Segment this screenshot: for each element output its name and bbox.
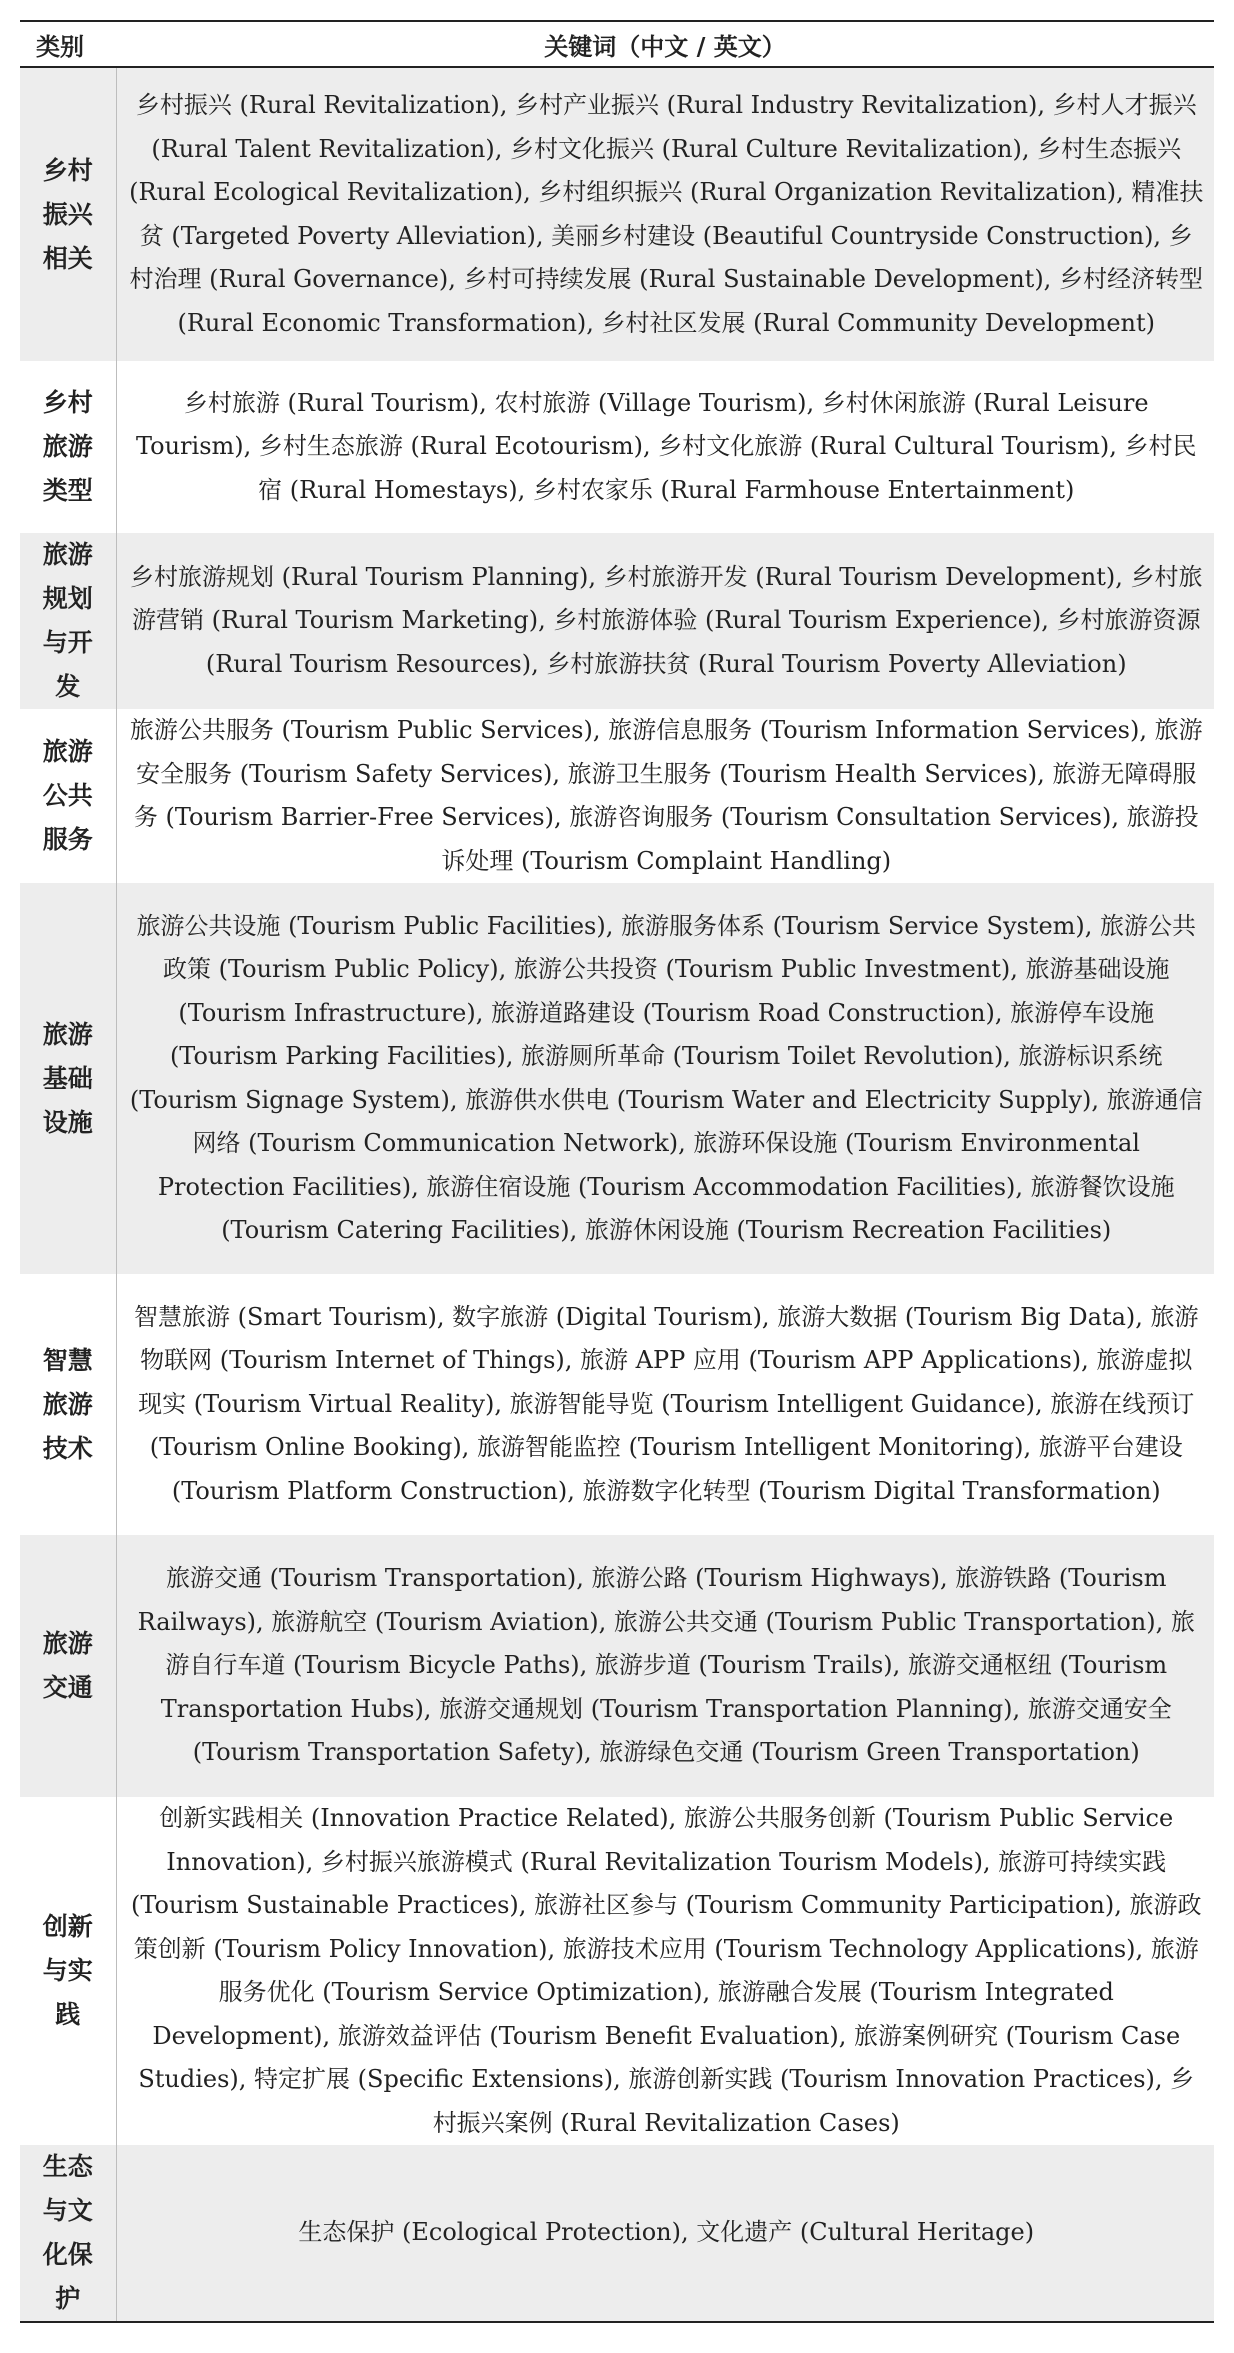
keywords-cell: 创新实践相关 (Innovation Practice Related), 旅游公共服务创新 (Tourism Public Service Innovation), 乡村振兴旅游模式 (Rural Revitalization Tourism Models), 旅游可持续实践 (Tourism Sustainable Practices), 旅游社区参与 (Tourism Community Participation), 旅游政策创新 (Tourism Policy Innovation), 旅游技术应用 (Tourism Technology Applications), 旅游服务优化 (Tourism Service Optimization), 旅游融合发展 (Tourism Integrated Development), 旅游效益评估 (Tourism Benefit Evaluation), 旅游案例研究 (Tourism Case Studies), 特定扩展 (Specific Extensions), 旅游创新实践 (Tourism Innovation Practices), 乡村振兴案例 (Rural Revitalization Cases) — [131, 1804, 1202, 2137]
keywords-cell: 智慧旅游 (Smart Tourism), 数字旅游 (Digital Tourism), 旅游大数据 (Tourism Big Data), 旅游物联网 (Tourism Internet of Things), 旅游 APP 应用 (Tourism APP Applications), 旅游虚拟现实 (Tourism Virtual Reality), 旅游智能导览 (Tourism Intelligent Guidance), 旅游在线预订 (Tourism Online Booking), 旅游智能监控 (Tourism Intelligent Monitoring), 旅游平台建设 (Tourism Platform Construction), 旅游数字化转型 (Tourism Digital Transformation) — [133, 1302, 1199, 1505]
table-row — [20, 883, 1214, 1274]
keywords-cell: 旅游公共设施 (Tourism Public Facilities), 旅游服务体系 (Tourism Service System), 旅游公共政策 (Tourism Public Policy), 旅游公共投资 (Tourism Public Investment), 旅游基础设施 (Tourism Infrastructure), 旅游道路建设 (Tourism Road Construction), 旅游停车设施 (Tourism Parking Facilities), 旅游厕所革命 (Tourism Toilet Revolution), 旅游标识系统 (Tourism Signage System), 旅游供水供电 (Tourism Water and Electricity Supply), 旅游通信网络 (Tourism Communication Network), 旅游环保设施 (Tourism Environmental Protection Facilities), 旅游住宿设施 (Tourism Accommodation Facilities), 旅游餐饮设施 (Tourism Catering Facilities), 旅游休闲设施 (Tourism Recreation Facilities) — [116, 883, 1214, 1274]
category-cell: 乡村振兴相关 — [20, 67, 116, 361]
table-row — [20, 533, 1214, 709]
keywords-cell: 乡村旅游规划 (Rural Tourism Planning), 乡村旅游开发 (Rural Tourism Development), 乡村旅游营销 (Rural Tourism Marketing), 乡村旅游体验 (Rural Tourism Experience), 乡村旅游资源 (Rural Tourism Resources), 乡村旅游扶贫 (Rural Tourism Poverty Alleviation) — [116, 533, 1214, 709]
category-cell: 旅游交通 — [20, 1535, 116, 1797]
category-cell: 智慧旅游技术 — [20, 1274, 116, 1535]
table-header-row — [20, 22, 1214, 67]
category-cell: 生态与文化保护 — [20, 2145, 116, 2321]
keywords-cell: 生态保护 (Ecological Protection), 文化遗产 (Cultural Heritage) — [116, 2145, 1214, 2321]
keywords-cell: 乡村旅游 (Rural Tourism), 农村旅游 (Village Tourism), 乡村休闲旅游 (Rural Leisure Tourism), 乡村生态旅游 (Rural Ecotourism), 乡村文化旅游 (Rural Cultural Tourism), 乡村民宿 (Rural Homestays), 乡村农家乐 (Rural Farmhouse Entertainment) — [136, 388, 1197, 504]
category-cell: 旅游规划与开发 — [20, 533, 116, 709]
table-row — [20, 1535, 1214, 1797]
table-row — [20, 709, 1214, 883]
category-cell: 创新与实践 — [20, 1797, 116, 2145]
table-row — [20, 2145, 1214, 2321]
category-column-header: 类别 — [20, 22, 116, 67]
table-row — [20, 1797, 1214, 2145]
table-row — [20, 361, 1214, 533]
keywords-cell: 旅游公共服务 (Tourism Public Services), 旅游信息服务 (Tourism Information Services), 旅游安全服务 (Tourism Safety Services), 旅游卫生服务 (Tourism Health Services), 旅游无障碍服务 (Tourism Barrier-Free Services), 旅游咨询服务 (Tourism Consultation Services), 旅游投诉处理 (Tourism Complaint Handling) — [129, 716, 1203, 875]
category-cell: 旅游基础设施 — [20, 883, 116, 1274]
keyword-table-container — [20, 20, 1214, 2323]
keyword-table — [20, 22, 1214, 2321]
keywords-cell: 乡村振兴 (Rural Revitalization), 乡村产业振兴 (Rural Industry Revitalization), 乡村人才振兴 (Rural Talent Revitalization), 乡村文化振兴 (Rural Culture Revitalization), 乡村生态振兴 (Rural Ecological Revitalization), 乡村组织振兴 (Rural Organization Revitalization), 精准扶贫 (Targeted Poverty Alleviation), 美丽乡村建设 (Beautiful Countryside Construction), 乡村治理 (Rural Governance), 乡村可持续发展 (Rural Sustainable Development), 乡村经济转型 (Rural Economic Transformation), 乡村社区发展 (Rural Community Development) — [116, 67, 1214, 361]
table-row — [20, 67, 1214, 361]
table-row — [20, 1274, 1214, 1535]
category-cell: 乡村旅游类型 — [20, 361, 116, 533]
keywords-column-header: 关键词（中文 / 英文） — [116, 22, 1214, 67]
keywords-cell: 旅游交通 (Tourism Transportation), 旅游公路 (Tourism Highways), 旅游铁路 (Tourism Railways), 旅游航空 (Tourism Aviation), 旅游公共交通 (Tourism Public Transportation), 旅游自行车道 (Tourism Bicycle Paths), 旅游步道 (Tourism Trails), 旅游交通枢纽 (Tourism Transportation Hubs), 旅游交通规划 (Tourism Transportation Planning), 旅游交通安全 (Tourism Transportation Safety), 旅游绿色交通 (Tourism Green Transportation) — [116, 1535, 1214, 1797]
category-cell: 旅游公共服务 — [20, 709, 116, 883]
